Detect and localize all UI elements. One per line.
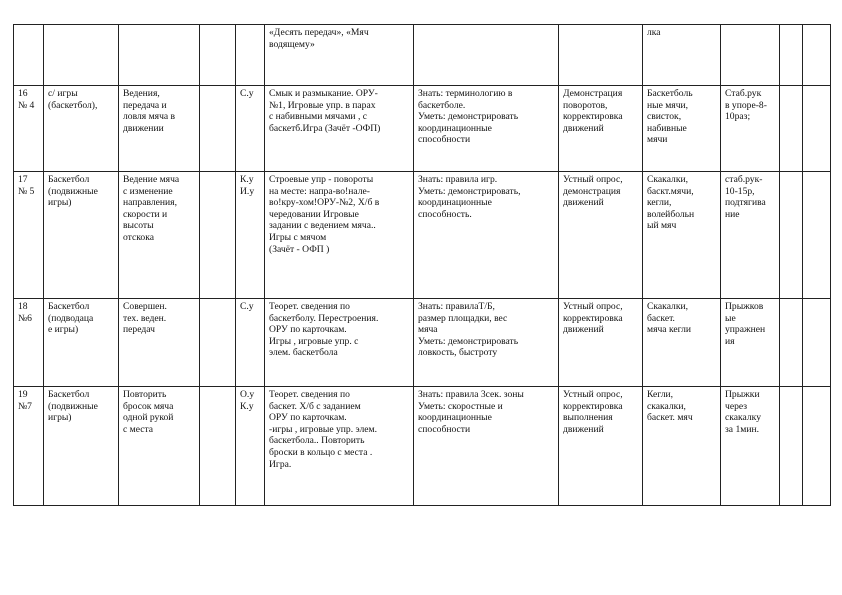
- lesson-homework: Прыжки через скакалку за 1мин.: [725, 389, 761, 435]
- homework-cell: [721, 299, 780, 387]
- control-cell: [559, 299, 643, 387]
- lesson-equipment: Скакалки, баскт.мячи, кегли, волейбольн ый мяч: [647, 174, 695, 232]
- table-row: [14, 172, 831, 299]
- lesson-topic: Баскетбол (подводаца е игры): [48, 301, 94, 336]
- requirements-cell: [414, 299, 559, 387]
- lesson-equipment: лка: [647, 27, 661, 38]
- lesson-type: С.у: [240, 88, 254, 99]
- lesson-number: 19 №7: [18, 389, 32, 412]
- lesson-type-cell: [236, 86, 265, 172]
- lesson-type-cell: [236, 387, 265, 506]
- lesson-homework: стаб.рук- 10-15р, подтягива ние: [725, 174, 766, 220]
- empty-cell: [200, 172, 236, 299]
- lesson-activities: «Десять передач», «Мяч водящему»: [269, 27, 369, 50]
- topic-cell: [44, 172, 119, 299]
- requirements-cell: [414, 25, 559, 86]
- empty-cell: [780, 387, 803, 506]
- lesson-number-cell: [14, 86, 44, 172]
- equipment-cell: [643, 86, 721, 172]
- equipment-cell: [643, 387, 721, 506]
- lesson-content: Ведения, передача и ловля мяча в движении: [123, 88, 176, 134]
- empty-cell: [200, 86, 236, 172]
- lesson-content: Повторить бросок мяча одной рукой с места: [123, 389, 174, 435]
- lesson-requirements: Знать: правилаТ/Б, размер площадки, вес мяча Уметь: демонстрировать ловкость, быстроту: [418, 301, 519, 359]
- topic-cell: [44, 25, 119, 86]
- lesson-homework: Прыжков ые упражнен ия: [725, 301, 766, 347]
- lesson-control: Устный опрос, корректировка движений: [563, 301, 623, 336]
- lesson-number-cell: [14, 387, 44, 506]
- empty-cell: [780, 25, 803, 86]
- activities-cell: [265, 172, 414, 299]
- lesson-equipment: Кегли, скакалки, баскет. мяч: [647, 389, 693, 424]
- lesson-topic: Баскетбол (подвижные игры): [48, 389, 98, 424]
- control-cell: [559, 172, 643, 299]
- homework-cell: [721, 172, 780, 299]
- empty-cell: [780, 299, 803, 387]
- lesson-requirements: Знать: терминологию в баскетболе. Уметь: демонстрировать координационные способности: [418, 88, 519, 146]
- lesson-activities: Строевые упр - повороты на месте: напра-во!нале- во!кру-хом!ОРУ-№2, Х/б в чередовании Игровые задании с ведением мяча.. Игры с мячом (Зачёт - ОФП ): [269, 174, 380, 255]
- homework-cell: [721, 86, 780, 172]
- requirements-cell: [414, 172, 559, 299]
- control-cell: [559, 86, 643, 172]
- topic-cell: [44, 387, 119, 506]
- empty-cell: [803, 172, 831, 299]
- lesson-activities: Теорет. сведения по баскетболу. Перестроения. ОРУ по карточкам. Игры , игровые упр. с элем. баскетбола: [269, 301, 379, 359]
- empty-cell: [200, 387, 236, 506]
- requirements-cell: [414, 86, 559, 172]
- content-cell: [119, 299, 200, 387]
- lesson-content: Ведение мяча с изменение направления, скорости и высоты отскока: [123, 174, 180, 243]
- topic-cell: [44, 299, 119, 387]
- lesson-type: С.у: [240, 301, 254, 312]
- equipment-cell: [643, 172, 721, 299]
- lesson-content: Совершен. тех. веден. передач: [123, 301, 167, 336]
- control-cell: [559, 25, 643, 86]
- empty-cell: [200, 299, 236, 387]
- lesson-equipment: Скакалки, баскет. мяча кегли: [647, 301, 692, 336]
- lesson-number-cell: [14, 299, 44, 387]
- lesson-type: К.у И.у: [240, 174, 255, 197]
- lesson-number: 17 № 5: [18, 174, 35, 197]
- lesson-control: Демонстрация поворотов, корректировка движений: [563, 88, 623, 134]
- lesson-topic: Баскетбол (подвижные игры): [48, 174, 98, 209]
- control-cell: [559, 387, 643, 506]
- lesson-homework: Стаб.рук в упоре-8- 10раз;: [725, 88, 767, 123]
- lesson-requirements: Знать: правила 3сек. зоны Уметь: скоростные и координационные способности: [418, 389, 524, 435]
- content-cell: [119, 387, 200, 506]
- homework-cell: [721, 25, 780, 86]
- empty-cell: [200, 25, 236, 86]
- lesson-activities: Смык и размыкание. ОРУ- №1, Игровые упр. в парах с набивными мячами , с баскетб.Игра (Зачёт -ОФП): [269, 88, 381, 134]
- lesson-number-cell: [14, 25, 44, 86]
- lesson-type: О.у К.у: [240, 389, 255, 412]
- table-row: [14, 387, 831, 506]
- lesson-plan-body: [14, 25, 831, 506]
- table-row: [14, 86, 831, 172]
- table-row: [14, 299, 831, 387]
- empty-cell: [803, 387, 831, 506]
- lesson-equipment: Баскетболь ные мячи, свисток, набивные мячи: [647, 88, 693, 146]
- activities-cell: [265, 387, 414, 506]
- lesson-plan-table: [13, 24, 831, 506]
- lesson-type-cell: [236, 172, 265, 299]
- lesson-number: 16 № 4: [18, 88, 35, 111]
- empty-cell: [803, 86, 831, 172]
- topic-cell: [44, 86, 119, 172]
- lesson-number-cell: [14, 172, 44, 299]
- activities-cell: [265, 299, 414, 387]
- empty-cell: [803, 25, 831, 86]
- lesson-activities: Теорет. сведения по баскет. Х/б с заданием ОРУ по карточкам. -игры , игровые упр. элем. баскетбола.. Повторить броски в кольцо с места . Игра.: [269, 389, 377, 470]
- lesson-requirements: Знать: правила игр. Уметь: демонстрировать, координационные способность.: [418, 174, 521, 220]
- empty-cell: [803, 299, 831, 387]
- content-cell: [119, 86, 200, 172]
- content-cell: [119, 25, 200, 86]
- activities-cell: [265, 86, 414, 172]
- requirements-cell: [414, 387, 559, 506]
- table-row: [14, 25, 831, 86]
- equipment-cell: [643, 299, 721, 387]
- lesson-topic: с/ игры (баскетбол),: [48, 88, 98, 111]
- activities-cell: [265, 25, 414, 86]
- empty-cell: [780, 172, 803, 299]
- lesson-control: Устный опрос, корректировка выполнения движений: [563, 389, 623, 435]
- lesson-number: 18 №6: [18, 301, 32, 324]
- empty-cell: [780, 86, 803, 172]
- homework-cell: [721, 387, 780, 506]
- lesson-type-cell: [236, 299, 265, 387]
- lesson-type-cell: [236, 25, 265, 86]
- equipment-cell: [643, 25, 721, 86]
- content-cell: [119, 172, 200, 299]
- lesson-control: Устный опрос, демонстрация движений: [563, 174, 623, 209]
